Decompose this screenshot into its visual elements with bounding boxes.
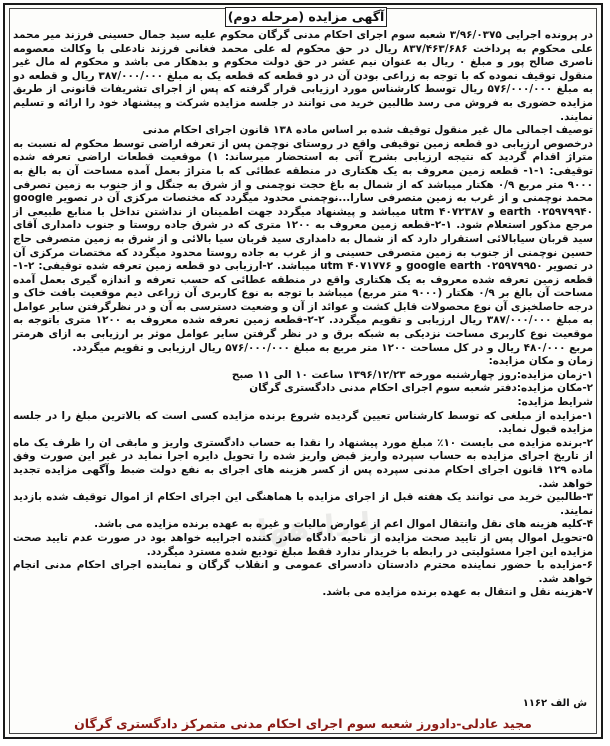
notice-body <box>13 29 593 711</box>
condition-item: ۴-کلیه هزینه های نقل وانتقال اموال اعم از عوارض مالیات و غیره به عهده برنده مزایده می باشد. <box>94 518 593 531</box>
condition-item: ۷-هزینه نقل و انتقال به عهده برنده مزایده می باشد. <box>322 586 593 599</box>
condition-item: ۱-مزایده از مبلغی که توسط کارشناس تعیین گردیده شروع برنده مزایده کسی است که بالاترین مبلغ را در جلسه مزایده قبول نماید. <box>13 409 593 436</box>
auction-notice <box>3 3 603 739</box>
reference-number: ش الف ۱۱۶۲ <box>522 698 587 709</box>
assessment-paragraph: درخصوص ارزیابی دو قطعه زمین توقیفی واقع در روستای نوچمن پس از تعرفه اراضی توسط محکوم له نسبت به متراژ اقدام گردید که نتیجه ارزیابی بشرح آتی به استحضار میرساند: ۱) موقعیت قطعات اراضی تعرفه شده توقیفی: ۱-۱- قطعه زمین معروف به یک هکتاری در منطقه عطائی که با متراژ بعمل آمده مساحت آن به بالغ به ۹۰۰۰ متر مربع ۰/۹ هکتار میباشد که از شمال به باغ حجت نوچمنی و از شرق به جنگل و از جنوب به زمین تصرفی محمد نوچمنی و از غرب به زمین متصرفی سارا...نوچمنی محدود میگردد که مختصات مرکزی آن در تصویر google earth ۰۲۵۹۷۹۹۴۰ و ۴۰۷۲۳۸۷ utm میباشد و پیشنهاد میگردد جهت اطمینان از نداشتن تداخل با منابع طبیعی از مرجع مذکور استعلام شود. ۱-۲-قطعه زمین معروف به ۱۲۰۰ متری که در شرق جاده روستا و جنوب دامداری آقای سید قربان سیابالائی استقرار دارد که از شمال به دامداری سید قربان سیا بالائی و از شرق به زمین متصرفی حاج حسین نوچمنی از جنوب به زمین متصرفی حسینی و از غرب به جاده روستا محدود میگردد که مختصات مرکزی آن در تصویر google earth ۰۲۵۹۷۹۹۵۰ و ۴۰۷۱۷۷۶ utm میباشد. ۲-ارزیابی دو قطعه زمین تعرفه شده توقیفی: ۲-۱-قطعه زمین تعرفه شده معروف به یک هکتاری واقع در منطقه عطائی که حسب تعرفه و اندازه گیری بعمل آمده مساحت آن بالغ بر ۰/۹ هکتار (۹۰۰۰ متر مربع) میباشد با توجه به نوع کاربری آن زراعی دیم موقعیت بافت خاک و درجه حاصلخیزی آن نوع محصولات قابل کشت و عوائد از آن و وضعیت دسترسی به آن و در نظرگرفتن سایر عوامل به مبلغ ۳۸۷/۰۰۰/۰۰۰ ریال ارزیابی و تقویم میگردد. ۲-۲-قطعه زمین تعرفه شده معروف به ۱۲۰۰ متری باتوجه به موقعیت نوع کاربری مساحت نزدیکی به شبکه برق و در نظر گرفتن سایر عوامل موثر بر ارزیابی به ازای هرمتر مربع ۴۸۰/۰۰۰ ریال و در کل مساحت ۱۲۰۰ متر مربع به مبلغ ۵۷۶/۰۰۰/۰۰۰ ریال ارزیابی و تقویم میگردد. <box>13 137 593 354</box>
watermark: با دادهها <box>255 505 385 550</box>
condition-item: ۶-مزایده با حضور نماینده محترم دادستان دادسرای عمومی و انقلاب گرگان و نماینده اجرای احکام مدنی انجام خواهد شد. <box>13 559 593 585</box>
signature-line: مجید عادلی-دادورز شعبه سوم اجرای احکام مدنی متمرکز دادگستری گرگان <box>74 716 532 731</box>
condition-item: ۳-طالبین خرید می توانند یک هفته قبل از اجرای مزایده با هماهنگی این اجرای احکام از اموال توقیف شده بازدید نمایند. <box>13 491 593 517</box>
description-heading: توصیف اجمالی مال غیر منقول توقیف شده بر اساس ماده ۱۳۸ قانون اجرای احکام مدنی <box>142 124 593 137</box>
intro-paragraph: در پرونده اجرایی ۳/۹۶/۰۳۷۵ شعبه سوم اجرای احکام مدنی گرگان محکوم علیه سید جمال حسینی فرزند میر محمد علی محکوم به پرداخت ۸۳۷/۴۶۳/۶۸۶ ریال در حق محکوم له علی محمد فغانی فرزند نادعلی با وکالت معصومه ناصری صالح پور و مبلغ ۰ ریال به عنوان نیم عشر در حق دولت محکوم و بدهکار می باشد و محکوم له مال غیر منقول توقیف نموده که با توجه به زراعی بودن آن در دو قطعه که قطعه یک به مبلغ ۳۸۷/۰۰۰/۰۰۰ ریال و قطعه دو به مبلغ ۵۷۶/۰۰۰/۰۰۰ ریال توسط کارشناس مورد ارزیابی قرار گرفته که پس از اجرای تشریفات قانونی از طریق مزایده حضوری به فروش می رسد طالبین خرید می توانند در جلسه مزایده شرکت و پیشنهاد خود را ارائه و تسلیم نمایند. <box>13 29 593 123</box>
conditions-heading: شرایط مزایده: <box>517 396 593 409</box>
notice-title: آگهی مزایده (مرحله دوم) <box>225 7 387 27</box>
schedule-place: ۲-مکان مزایده:دفتر شعبه سوم اجرای احکام مدنی دادگستری گرگان <box>249 382 593 395</box>
condition-item: ۲-برنده مزایده می بایست ۱۰٪ مبلغ مورد پیشنهاد را نقدا به حساب دادگستری واریز و مابقی ان را ظرف یک ماه از تاریخ اجرای مزایده به حساب سپرده واریز قبض واریز شده را تحویل دایره اجرا نماید در غیر این صورت وفق ماده ۱۲۹ قانون اجرای احکام مدنی سپرده پس از کسر هزینه های اجرای به نفع دولت ضبط وآگهی مزایده تجدید خواهد شد. <box>13 436 594 490</box>
schedule-time: ۱-زمان مزایده:روز چهارشنبه مورخه ۱۳۹۶/۱۲/۲۳ ساعت ۱۰ الی ۱۱ صبح <box>231 368 593 381</box>
schedule-heading: زمان و مکان مزایده: <box>488 355 593 368</box>
condition-item: ۵-تحویل اموال پس از تایید صحت مزایده از ناحیه دادگاه صادر کننده اجراییه خواهد بود در صورت عدم تایید صحت مزایده این اجرا مسئولیتی در رابطه با خریدار ندارد فقط مبلغ تودیع شده مسترد میگردد. <box>13 531 593 558</box>
